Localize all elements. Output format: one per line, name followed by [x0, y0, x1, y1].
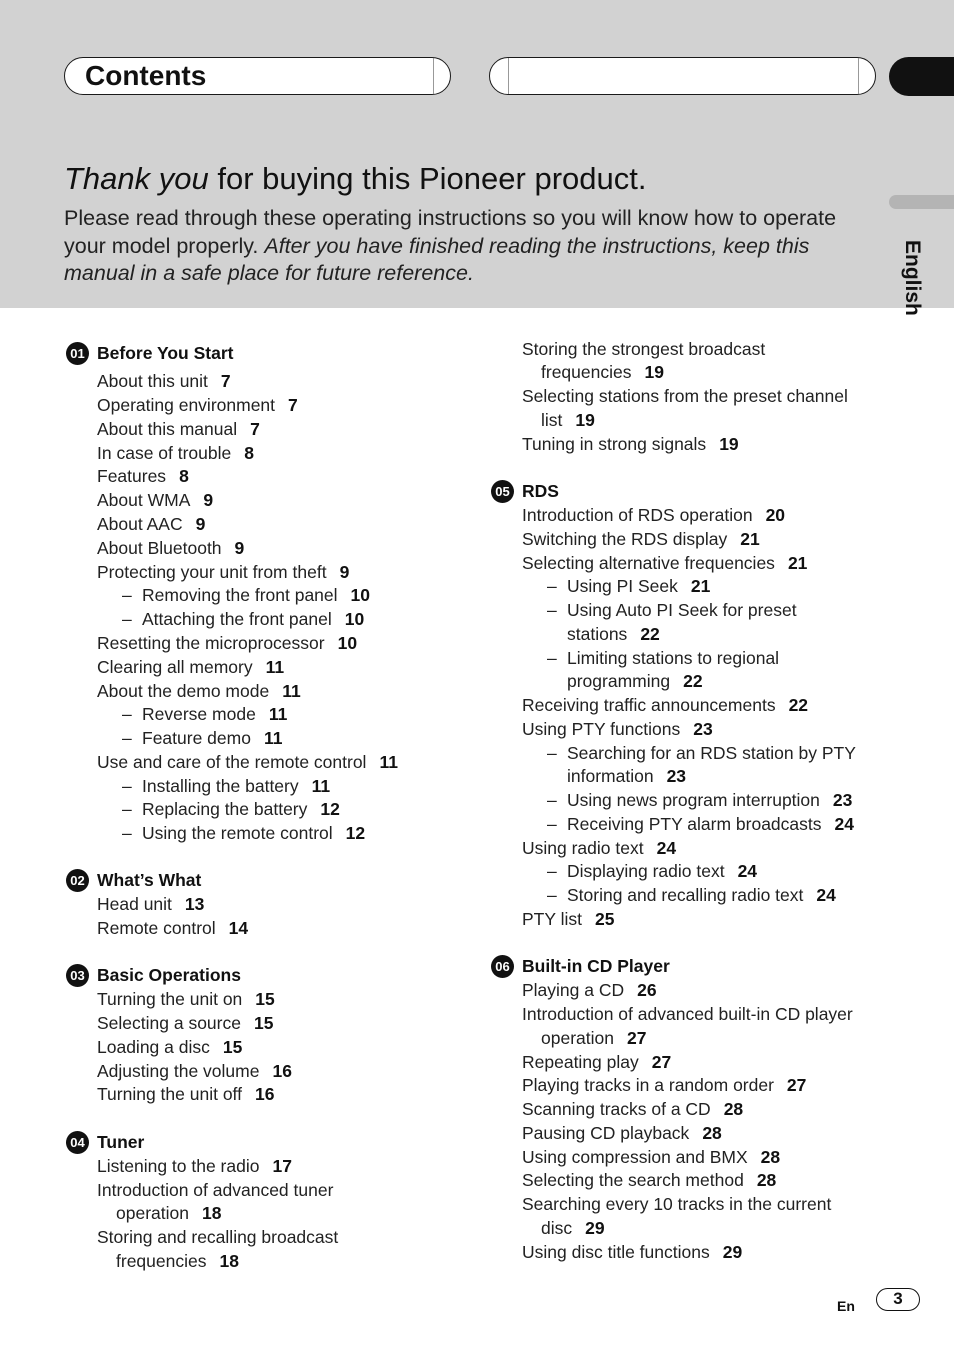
toc-entry[interactable]: Selecting the search method 28: [522, 1170, 777, 1190]
toc-entry-continuation[interactable]: list 19: [541, 410, 595, 430]
toc-entry[interactable]: Playing a CD 26: [522, 980, 657, 1000]
section-number-badge: 04: [66, 1131, 89, 1154]
toc-entry[interactable]: Tuning in strong signals 19: [522, 434, 739, 454]
headline-italic: Thank you: [64, 161, 209, 196]
toc-subentry[interactable]: – Limiting stations to regional: [547, 648, 780, 668]
toc-entry[interactable]: Searching every 10 tracks in the current: [522, 1194, 832, 1214]
toc-entry[interactable]: About AAC 9: [97, 514, 206, 534]
section-number-badge: 05: [491, 480, 514, 503]
toc-entry[interactable]: Using PTY functions 23: [522, 719, 713, 739]
toc-entry[interactable]: Use and care of the remote control 11: [97, 752, 398, 772]
toc-entry-continuation[interactable]: operation 27: [541, 1028, 647, 1048]
intro-paragraph: [64, 205, 879, 288]
toc-subentry[interactable]: – Receiving PTY alarm broadcasts 24: [547, 814, 854, 834]
toc-subentry[interactable]: – Removing the front panel 10: [122, 585, 371, 605]
toc-entry[interactable]: Selecting a source 15: [97, 1013, 274, 1033]
toc-subentry[interactable]: – Searching for an RDS station by PTY: [547, 743, 856, 763]
toc-subentry[interactable]: – Using news program interruption 23: [547, 790, 853, 810]
toc-entry-continuation[interactable]: operation 18: [116, 1203, 222, 1223]
intro-plain: Please read through these operating instructions so you will know how to operate your model properly.: [64, 206, 837, 258]
language-marker-tab: [889, 195, 954, 209]
toc-subentry[interactable]: – Installing the battery 11: [122, 776, 331, 796]
toc-subentry-continuation[interactable]: programming 22: [567, 671, 703, 691]
section-heading: Tuner: [97, 1132, 145, 1152]
toc-entry[interactable]: Switching the RDS display 21: [522, 529, 760, 549]
toc-subentry[interactable]: – Using the remote control 12: [122, 823, 366, 843]
toc-entry[interactable]: Selecting stations from the preset channel: [522, 386, 848, 406]
toc-entry[interactable]: Using compression and BMX 28: [522, 1147, 781, 1167]
toc-entry[interactable]: Adjusting the volume 16: [97, 1061, 292, 1081]
toc-entry[interactable]: Using radio text 24: [522, 838, 677, 858]
toc-entry[interactable]: Resetting the microprocessor 10: [97, 633, 358, 653]
toc-entry-continuation[interactable]: frequencies 18: [116, 1251, 239, 1271]
section-heading: Before You Start: [97, 343, 234, 363]
toc-entry[interactable]: Selecting alternative frequencies 21: [522, 553, 808, 573]
toc-entry[interactable]: In case of trouble 8: [97, 443, 254, 463]
toc-entry[interactable]: Introduction of advanced built-in CD player: [522, 1004, 853, 1024]
toc-entry[interactable]: About the demo mode 11: [97, 681, 301, 701]
toc-subentry[interactable]: – Feature demo 11: [122, 728, 283, 748]
toc-entry[interactable]: Head unit 13: [97, 894, 205, 914]
toc-subentry[interactable]: – Displaying radio text 24: [547, 861, 758, 881]
toc-entry[interactable]: Scanning tracks of a CD 28: [522, 1099, 744, 1119]
toc-entry-continuation[interactable]: disc 29: [541, 1218, 605, 1238]
toc-entry[interactable]: About WMA 9: [97, 490, 214, 510]
toc-entry[interactable]: Features 8: [97, 466, 189, 486]
toc-entry[interactable]: Introduction of advanced tuner: [97, 1180, 334, 1200]
toc-entry[interactable]: Playing tracks in a random order 27: [522, 1075, 807, 1095]
section-heading: RDS: [522, 481, 559, 501]
toc-entry[interactable]: Clearing all memory 11: [97, 657, 285, 677]
toc-entry[interactable]: About Bluetooth 9: [97, 538, 245, 558]
section-number-badge: 02: [66, 869, 89, 892]
headline-rest: for buying this Pioneer product.: [208, 161, 647, 196]
contents-tab: [64, 57, 451, 95]
section-marker-tab: [889, 57, 954, 96]
section-number-badge: 01: [66, 342, 89, 365]
toc-subentry[interactable]: – Replacing the battery 12: [122, 799, 340, 819]
toc-entry[interactable]: Storing and recalling broadcast: [97, 1227, 339, 1247]
toc-entry[interactable]: Operating environment 7: [97, 395, 298, 415]
toc-entry[interactable]: About this unit 7: [97, 371, 231, 391]
toc-entry[interactable]: Using disc title functions 29: [522, 1242, 743, 1262]
intro-italic: After you have finished reading the instructions, keep this manual in a safe place for future reference.: [64, 233, 810, 285]
contents-title: Contents: [85, 60, 207, 91]
toc-subentry[interactable]: – Storing and recalling radio text 24: [547, 885, 836, 905]
section-number-badge: 03: [66, 964, 89, 987]
toc-entry-continuation[interactable]: frequencies 19: [541, 362, 664, 382]
language-code: En: [837, 1298, 855, 1314]
section-number-badge: 06: [491, 955, 514, 978]
blank-tab: [489, 57, 876, 95]
toc-subentry[interactable]: – Using Auto PI Seek for preset: [547, 600, 797, 620]
toc-entry[interactable]: Loading a disc 15: [97, 1037, 243, 1057]
toc-subentry[interactable]: – Using PI Seek 21: [547, 576, 711, 596]
toc-entry[interactable]: Receiving traffic announcements 22: [522, 695, 809, 715]
toc-entry[interactable]: Introduction of RDS operation 20: [522, 505, 786, 525]
toc-subentry-continuation[interactable]: stations 22: [567, 624, 660, 644]
toc-entry[interactable]: Protecting your unit from theft 9: [97, 562, 350, 582]
toc-subentry-continuation[interactable]: information 23: [567, 766, 687, 786]
section-heading: Basic Operations: [97, 965, 241, 985]
section-heading: Built-in CD Player: [522, 956, 670, 976]
toc-entry[interactable]: Turning the unit on 15: [97, 989, 275, 1009]
toc-subentry[interactable]: – Reverse mode 11: [122, 704, 288, 724]
toc-entry[interactable]: Turning the unit off 16: [97, 1084, 275, 1104]
toc-entry[interactable]: Remote control 14: [97, 918, 249, 938]
page-number: 3: [876, 1288, 920, 1311]
toc-entry[interactable]: Repeating play 27: [522, 1052, 672, 1072]
toc-entry[interactable]: PTY list 25: [522, 909, 615, 929]
section-heading: What’s What: [97, 870, 202, 890]
toc-entry[interactable]: About this manual 7: [97, 419, 260, 439]
toc-entry[interactable]: Storing the strongest broadcast: [522, 339, 766, 359]
language-label: English: [901, 240, 924, 316]
page-headline: [64, 160, 646, 198]
toc-subentry[interactable]: – Attaching the front panel 10: [122, 609, 365, 629]
toc-entry[interactable]: Listening to the radio 17: [97, 1156, 292, 1176]
toc-entry[interactable]: Pausing CD playback 28: [522, 1123, 722, 1143]
